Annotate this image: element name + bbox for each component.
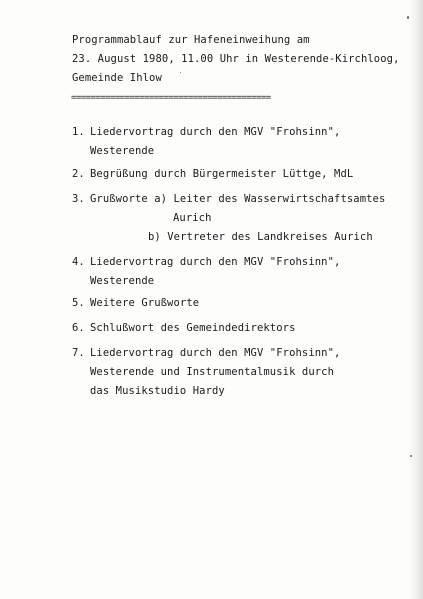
header-line-2: 23. August 1980, 11.00 Uhr in Westerende-Kirchloog,	[72, 53, 400, 65]
scan-speck	[410, 455, 412, 457]
item-3-number: 3.	[72, 193, 85, 205]
item-1-line-2: Westerende	[90, 145, 155, 157]
header-separator: =========================================	[71, 93, 271, 103]
item-3-line-3: b) Vertreter des Landkreises Aurich	[148, 231, 373, 243]
item-2-line-1: Begrüßung durch Bürgermeister Lüttge, MdL	[90, 168, 354, 180]
item-6-line-1: Schlußwort des Gemeindedirektors	[90, 322, 296, 334]
item-3-line-2: Aurich	[173, 212, 212, 224]
scan-speck	[180, 72, 181, 73]
item-4-line-1: Liedervortrag durch den MGV "Frohsinn",	[90, 256, 341, 268]
header-line-3: Gemeinde Ihlow	[72, 72, 162, 84]
item-7-number: 7.	[72, 347, 85, 359]
item-2-number: 2.	[72, 168, 85, 180]
item-7-line-3: das Musikstudio Hardy	[90, 385, 225, 397]
item-5-number: 5.	[72, 297, 85, 309]
item-3-line-1: Grußworte a) Leiter des Wasserwirtschaftsamtes	[90, 193, 386, 205]
page-edge-shadow	[409, 0, 423, 599]
item-4-number: 4.	[72, 256, 85, 268]
item-1-line-1: Liedervortrag durch den MGV "Frohsinn",	[90, 126, 341, 138]
item-1-number: 1.	[72, 126, 85, 138]
item-7-line-2: Westerende und Instrumentalmusik durch	[90, 366, 335, 378]
item-4-line-2: Westerende	[90, 275, 155, 287]
item-6-number: 6.	[72, 322, 85, 334]
scan-speck	[407, 16, 409, 19]
item-5-line-1: Weitere Grußworte	[90, 297, 200, 309]
item-7-line-1: Liedervortrag durch den MGV "Frohsinn",	[90, 347, 341, 359]
header-line-1: Programmablauf zur Hafeneinweihung am	[72, 34, 310, 46]
